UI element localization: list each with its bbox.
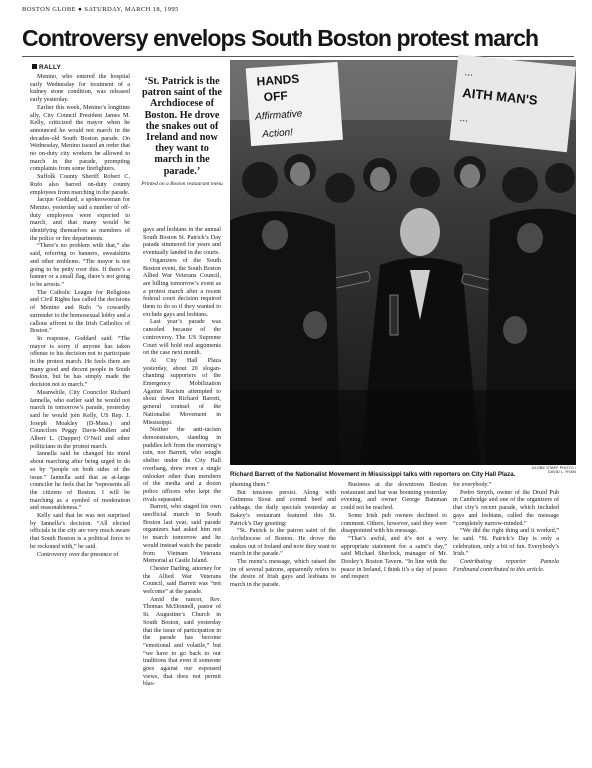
news-photo — [230, 60, 576, 465]
pull-quote-text: ‘St. Patrick is the patron saint of the Archdiocese of Boston. He drove the snakes out of Ireland and now they want to march in the parade.’ — [142, 76, 222, 177]
paragraph: Jacque Goddard, a spokeswoman for Menino, yesterday said a number of off-duty employees were expected to march, and that many would be identifying themselves as members of the police or fire departments. — [30, 197, 130, 242]
paragraph: Some Irish pub owners declined to comment. Others, however, said they were disappointed with his message. — [341, 512, 447, 535]
sign-left-line: Affirmative — [254, 108, 303, 123]
photo-image — [230, 60, 576, 465]
square-bullet-icon — [32, 64, 37, 69]
paragraph: “There’s no problem with that,” she said, referring to banners, sweatshirts and other emblems. “The mayor is not going to be petty over this. If there’s a banner or a small flag, there’s not going to be arrests.” — [30, 243, 130, 288]
paragraph: The menu’s message, which raised the ire of several patrons, apparently refers to the desire of Irish gays and lesbians to march in the parade. — [230, 559, 336, 589]
photo-credit: GLOBE STAFF PHOTO / DAVID L. RYAN — [531, 466, 576, 474]
photo-caption: Richard Barrett of the Nationalist Movement in Mississippi talks with reporters on City Hall Plaza. — [230, 471, 516, 478]
paragraph: Organizers of the South Boston event, the South Boston Allied War Veterans Council, are billing tomorrow’s event as a protest march after a recent federal court decision required them to do so if they wanted to exclude gays and lesbians. — [143, 257, 221, 318]
paragraph: But tensions persist. Along with Guinness Stout and corned beef and cabbage, the daily specials yesterday at Bakey’s restaurant featured this St. Patrick’s Day greeting: — [230, 489, 336, 527]
contributor-note: Contributing reporter Pamela Ferdinand contributed to this article. — [453, 559, 559, 573]
paragraph: Meanwhile, City Councilor Richard Iannella, who earlier said he would not march in tomorrow’s parade, yesterday said he would join Kelly, US Rep. J. Joseph Moakley (D-Mass.) and Councilors Peggy Davis-Mullen and Albert L. (Dapper) O’Neil and other politicians in the protest march. — [30, 389, 130, 450]
paragraph: Chester Darling, attorney for the Allied War Veterans Council, said Barrett was “not welcome” at the parade. — [143, 565, 221, 596]
column-5 — [453, 482, 559, 572]
paragraph: Controversy over the presence of — [37, 551, 119, 558]
sign-right-line: ... — [464, 67, 474, 79]
paragraph: Kelly said that he was not surprised by Iannella’s decision. “All elected officials in the city are very much aware that South Boston is a political force to be reckoned with,” he said. — [30, 513, 130, 550]
headline-rule — [22, 56, 574, 57]
paragraph: Pedro Smyth, owner of the Druid Pub in Cambridge and one of the organizers of that city’s recent parade, which included gays and lesbians, called the message “completely narrow-minded.” — [453, 489, 559, 527]
headline: Controversy envelops South Boston protest march — [22, 25, 539, 51]
paragraph: gays and lesbians in the annual South Boston St. Patrick’s Day parade simmered for years and eventually landed in the courts. — [143, 227, 221, 257]
column-3 — [230, 482, 336, 589]
sign-left-line: Action! — [262, 127, 294, 141]
paragraph: “St. Patrick is the patron saint of the Archdiocese of Boston. He drove the snakes out of Ireland and now they want to march in the parade.” — [230, 528, 336, 558]
masthead: BOSTON GLOBE ● SATURDAY, MARCH 18, 1995 — [22, 6, 179, 13]
paragraph: Earlier this week, Menino’s longtime ally, City Council President James M. Kelly, criticized the mayor when he announced he would not march in the decades-old South Boston parade. On Wednesday, Menino issued an order that no on-duty city workers be allowed to march in the parade, prompting complaints from some firefighters. — [30, 104, 130, 173]
pull-quote-source: Printed on a Boston restaurant menu — [141, 180, 223, 187]
paragraph: The Catholic League for Religious and Civil Rights has called the decisions of Menino and Rufo “a cowardly surrender to the homosexual lobby and a callous affront to the Irish Catholics of Boston.” — [30, 289, 130, 335]
paragraph: Suffolk County Sheriff Robert C. Rufo also barred on-duty county employees from marching in the parade. — [30, 174, 130, 196]
paragraph: Last year’s parade was canceled because of the controversy. The US Supreme Court will hold oral arguments on the case next month. — [143, 319, 221, 357]
sign-left-line: HANDS — [256, 71, 300, 89]
paragraph: Iannella said he changed his mind about marching after being urged to do so by “people on both sides of the issue.” Iannella said that as at-large councilor he feels that he “represents all the citizens of Boston. I will be marching as a symbol of moderation and reasonableness.” — [30, 451, 130, 512]
column-4 — [341, 482, 447, 581]
paragraph: Business at the downtown Boston restaurant and bar was booming yesterday evening, and owner George Bateman could not be reached. — [341, 482, 447, 512]
column-1 — [30, 74, 130, 566]
paragraph: “That’s awful, and it’s not a very appropriate statement for a saint’s day,” said Michael Sherlock, manager of Mr. Dooley’s Boston Tavern. “In line with the peace in Ireland, I think it’s a day of peace and respect — [341, 535, 447, 581]
paragraph: Barrett, who staged his own unofficial march in South Boston last year, said parade organizers had asked him not to march tomorrow and he would instead watch the parade from Vietnam Veterans Memorial at Castle Island. — [143, 504, 221, 565]
section-tag — [32, 64, 61, 71]
sign-left-line: OFF — [263, 88, 289, 105]
paragraph: At City Hall Plaza yesterday, about 20 slogan-chanting supporters of the Emergency Mobilization Against Racism attempted to shout down Richard Barrett, general counsel of the Nationalist Movement in Mississippi. — [143, 357, 221, 426]
paragraph: In response, Goddard said: “The mayor is sorry if anyone has taken offense to his decision not to participate in the protest march. He feels there are many good and decent people in South Boston, but he has simply made the decision not to march.” — [30, 335, 130, 389]
paragraph: Neither the anti-racism demonstrators, standing in puddles left from the morning’s rain, nor Barrett, who sought shelter under the City Hall overhang, drew even a single onlooker other than members of the media and a dozen police officers who kept the rivals separated. — [143, 427, 221, 503]
sign-right-line: ... — [459, 112, 469, 125]
section-tag-label: RALLY — [39, 64, 62, 71]
paragraph: “We did the right thing and it worked,” he said. “St. Patrick’s Day is only a celebration, only a bit of fun. Everybody’s Irish.” — [453, 528, 559, 558]
pull-quote — [140, 76, 224, 187]
paragraph: Menino, who entered the hospital early Wednesday for treatment of a kidney stone condition, was released early yesterday. — [30, 74, 130, 104]
paragraph: Amid the rancor, Rev. Thomas McDonnell, pastor of St. Augustine’s Church in South Boston, said yesterday that the issue of participation in the parade has become “emotional and volatile,” but “we have to go back to our traditions that even if someone goes against our espoused views, that does not permit blas- — [143, 596, 221, 688]
sign-right-line: AITH MAN'S — [461, 85, 539, 108]
paragraph: for everybody.” — [453, 482, 492, 488]
column-2 — [143, 227, 221, 688]
paragraph: pheming them.” — [230, 482, 270, 488]
